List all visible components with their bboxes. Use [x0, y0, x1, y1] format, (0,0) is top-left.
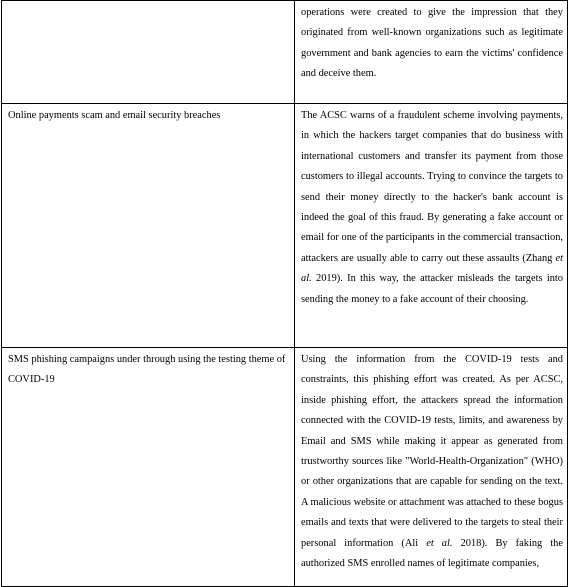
threat-description-cell: [295, 348, 568, 587]
threat-description-part: The ACSC warns of a fraudulent scheme involving payments, in which the hackers target companies that do business with international customers and transfer its payment from those customers to illegal accounts. Trying to convince the targets to send their money directly to the hacker's bank account is indeed the goal of this fraud. By generating a fake account or email for one of the participants in the commercial transaction, attackers are usually able to carry out these assaults (Zhang: [301, 110, 563, 264]
threat-name: SMS phishing campaigns under through using the testing theme of COVID-19: [8, 354, 286, 386]
threat-description-part: Using the information from the COVID-19 tests and constraints, this phishing effort was created. As per ACSC, inside phishing effort, the attackers spread the information connected with the COVID-19 tests, limits, and awareness by Email and SMS while making it appear as generated from trustworthy sources like "World-Health-Organization" (WHO) or other organizations that are capable for sending on the text. A malicious website or attachment was attached to these bogus emails and texts that were delivered to the targets to steal their personal information (Ali: [301, 354, 563, 549]
threat-name-cell: [2, 104, 295, 348]
threat-name: Online payments scam and email security breaches: [8, 110, 221, 121]
threat-table: [1, 0, 568, 587]
threat-description-cell: [295, 104, 568, 348]
table-row: [2, 1, 568, 104]
table-row: [2, 348, 568, 587]
citation-et-al: et al.: [301, 252, 563, 285]
threat-name-cell: [2, 348, 295, 587]
threat-description-cell: [295, 1, 568, 104]
threat-description-part: 2019). In this way, the attacker misleads the targets into sending the money to a fake account of their choosing.: [301, 273, 563, 305]
citation-et-al: et al.: [426, 537, 453, 549]
threat-name-cell: [2, 1, 295, 104]
threat-description: operations were created to give the impression that they originated from well-known organizations such as legitimate government and bank agencies to earn the victims' confidence and deceive them.: [301, 7, 563, 80]
table-row: [2, 104, 568, 348]
threat-description-part: 2018). By faking the authorized SMS enrolled names of legitimate companies,: [301, 537, 563, 570]
